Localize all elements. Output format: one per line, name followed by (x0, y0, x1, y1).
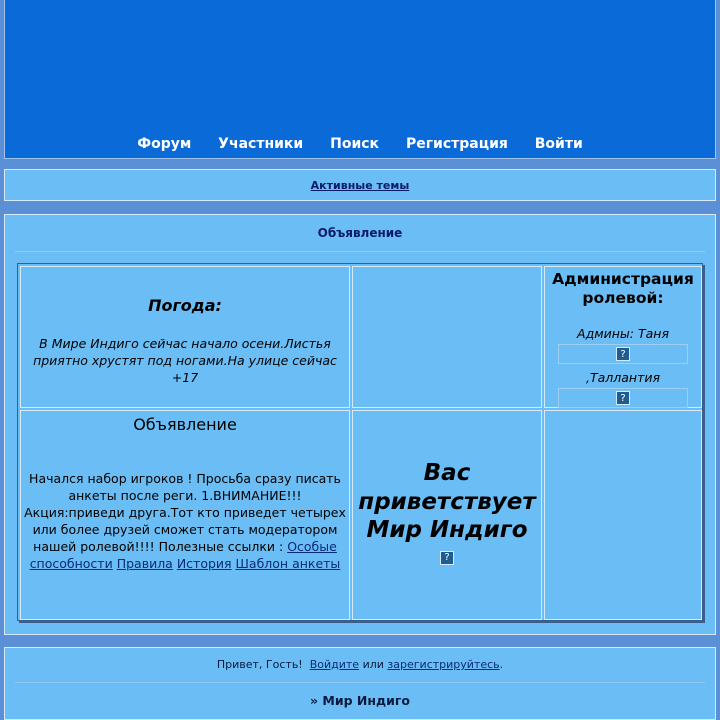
admins-cell (544, 266, 702, 408)
active-topics-link[interactable]: Активные темы (310, 179, 410, 192)
broken-image-icon: ? (616, 347, 630, 361)
notice-cell (20, 410, 350, 620)
link-profile-template[interactable]: Шаблон анкеты (235, 556, 341, 571)
weather-heading: Погода: (148, 296, 222, 315)
nav-forum[interactable]: Форум (137, 136, 192, 152)
broken-image-icon: ? (616, 391, 630, 405)
or-text: или (362, 658, 384, 671)
register-link[interactable]: зарегистрируйтесь (387, 658, 500, 671)
announcement-panel (4, 214, 716, 635)
broken-image-icon: ? (440, 551, 454, 565)
greeting-text: Привет, Гость! (216, 658, 303, 671)
link-history[interactable]: История (176, 556, 232, 571)
site-header (4, 0, 716, 159)
link-rules[interactable]: Правила (116, 556, 173, 571)
link-special-abilities[interactable]: Особые способности (29, 539, 337, 571)
admin-avatar-1 (558, 344, 688, 364)
welcome-cell (352, 410, 542, 620)
admins-heading: Администрация ролевой: (552, 270, 694, 307)
nav-login[interactable]: Войти (534, 136, 583, 152)
nav-search[interactable]: Поиск (330, 136, 380, 152)
divider (15, 251, 705, 252)
notice-text: Начался набор игроков ! Просьба сразу писать анкеты после реги. 1.ВНИМАНИЕ!!! Акция:приведи друга.Тот кто приведет четырех или более друзей сможет стать модератором нашей ролевой!!!! Полезные ссылки : (24, 471, 346, 554)
notice-body (23, 470, 347, 572)
weather-text: В Мире Индиго сейчас начало осени.Листья приятно хрустят под ногами.На улице сейчас +17 (33, 336, 337, 385)
period-text: . (499, 658, 504, 671)
empty-cell (544, 410, 702, 620)
nav-members[interactable]: Участники (218, 136, 304, 152)
announcement-title: Объявление (317, 226, 403, 240)
notice-heading: Объявление (133, 415, 237, 434)
weather-cell (20, 266, 350, 408)
main-nav (5, 136, 715, 152)
active-topics-panel (4, 169, 716, 201)
divider (15, 682, 705, 683)
guest-greeting (5, 658, 715, 671)
welcome-text: Вас приветствует Мир Индиго (358, 460, 536, 543)
breadcrumb[interactable]: » Мир Индиго (310, 693, 410, 708)
admin-avatar-2 (558, 388, 688, 408)
announcement-table (17, 263, 703, 621)
admins-line-1: Админы: Таня (577, 326, 669, 341)
empty-cell (352, 266, 542, 408)
footer-panel (4, 647, 716, 720)
nav-register[interactable]: Регистрация (405, 136, 508, 152)
login-link[interactable]: Войдите (309, 658, 360, 671)
admins-line-2: ,Таллантия (585, 370, 660, 385)
